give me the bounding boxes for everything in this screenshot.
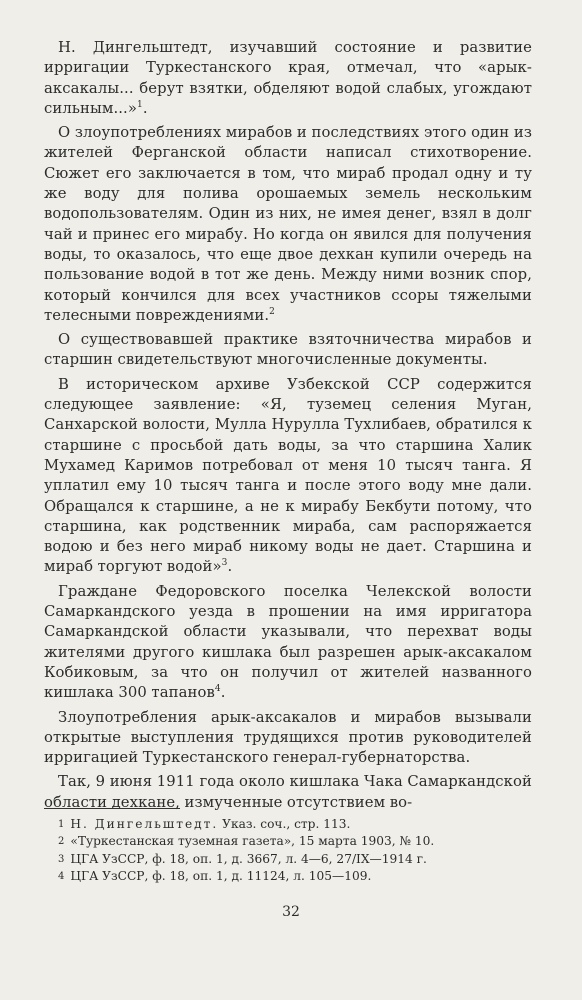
paragraph-6: Злоупотребления арык-аксакалов и мирабов вызывали открытые выступления трудящихся против руководителей ирригацией Туркестанского генерал-губернаторства. bbox=[44, 708, 532, 767]
main-text bbox=[44, 38, 532, 817]
footnote-ref-2: 2 bbox=[269, 306, 275, 317]
footnote-4: 4 ЦГА УзССР, ф. 18, оп. 1, д. 11124, л. 105—109. bbox=[58, 869, 372, 884]
footnote-1: 1 Н. Дингельштедт. Указ. соч., стр. 113. bbox=[58, 817, 351, 831]
page-number: 32 bbox=[282, 904, 300, 920]
paragraph-5: Граждане Федоровского поселка Челекской волости Самаркандского уезда в прошении на имя ирригатора Самаркандской области указывали, что перехват воды жителями другого кишлака был разрешен арык-аксакалом Кобиковым, за что он получил от жителей названного кишлака 300 тапанов$^4$. bbox=[44, 582, 532, 702]
paragraph-3: О существовавшей практике взяточничества мирабов и старшин свидетельствуют многочисленные документы. bbox=[44, 331, 532, 369]
footnote-separator bbox=[44, 808, 180, 809]
footnote-ref-4: 4 bbox=[214, 684, 221, 695]
footnote-2: 2 «Туркестанская туземная газета», 15 марта 1903, № 10. bbox=[58, 834, 435, 849]
paragraph-1: Н. Дингельштедт, изучавший состояние и развитие ирригации Туркестанского края, отмечал, что «арык-аксакалы... берут взятки, обделяют водой слабых, угождают сильным...»$^1$. bbox=[44, 39, 532, 117]
paragraph-7: Так, 9 июня 1911 года около кишлака Чака Самаркандской области дехкане, измученные отсутствием во- bbox=[44, 773, 532, 811]
paragraph-2: О злоупотреблениях мирабов и последствиях этого один из жителей Ферганской области написал стихотворение. Сюжет его заключается в том, что мираб продал одну и ту же воду для полива орошаемых земель нескольким водопользователям. Один из них, не имея денег, взял в долг чай и принес его мирабу. Но когда он явился для получения воды, то оказалось, что еще двое дехкан купили очередь на пользование водой в тот же день. Между ними возник спор, который кончился для всех участников ссоры тяжелыми телесными повреждениями.$^2$ bbox=[44, 124, 532, 324]
footnote-ref-1: 1 bbox=[137, 99, 143, 110]
footnote-ref-3: 3 bbox=[221, 558, 228, 569]
footnotes bbox=[58, 816, 528, 886]
paragraph-4: В историческом архиве Узбекской ССР содержится следующее заявление: «Я, туземец селения Муган, Санхарской волости, Мулла Нурулла Тухлибаев, обратился к старшине с просьбой дать воды, за что старшина Халик Мухамед Каримов потребовал от меня 10 тысяч танга. Я уплатил ему 10 тысяч танга и после этого воду мне дали. Обращался к старшине, а не к мирабу Бекбути потому, что старшина, как родственник мираба, сам распоряжается водою и без него мираб никому воды не дает. Старшина и мираб торгуют водой»$^3$. bbox=[44, 375, 532, 576]
footnote-3: 3 ЦГА УзССР, ф. 18, оп. 1, д. 3667, л. 4—6, 27/IX—1914 г. bbox=[58, 851, 427, 866]
